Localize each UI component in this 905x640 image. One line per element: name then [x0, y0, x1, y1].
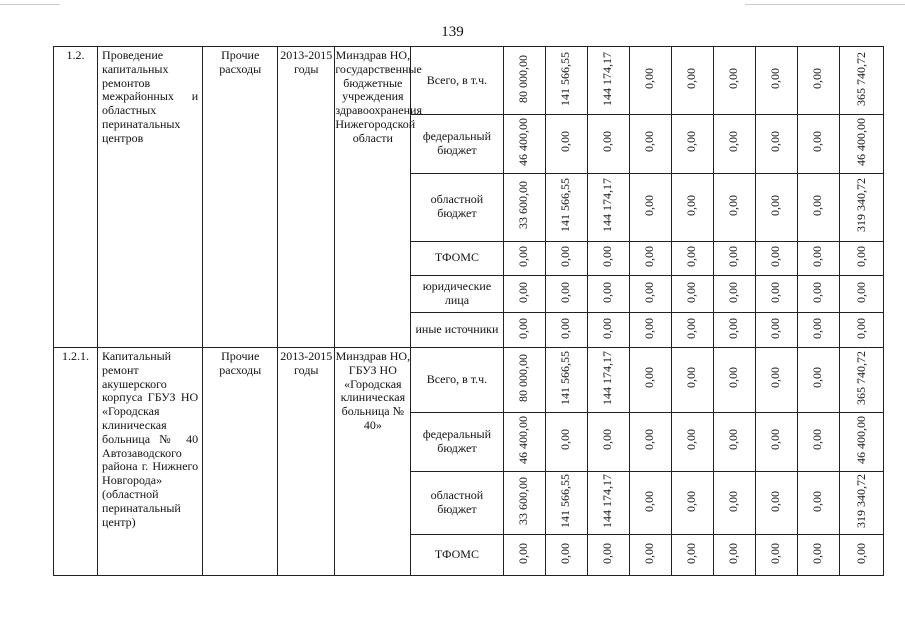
value-cell: [629, 47, 671, 115]
value-text: 0,00: [642, 367, 657, 389]
value-cell: [629, 276, 671, 313]
value-text: 33 600,00: [516, 477, 531, 526]
program-table: [53, 46, 884, 576]
value-text: 0,00: [684, 542, 699, 564]
funding-source: иные источники: [411, 313, 503, 347]
value-text: 0,00: [684, 281, 699, 303]
value-text: 0,00: [684, 131, 699, 153]
value-text: 0,00: [810, 245, 825, 267]
value-cell: [797, 114, 839, 173]
value-cell: [839, 535, 883, 576]
value-cell: [503, 241, 545, 275]
value-cell: [545, 173, 587, 241]
value-text: 0,00: [642, 281, 657, 303]
value-cell: [503, 276, 545, 313]
value-cell: [503, 114, 545, 173]
value-cell: [671, 535, 713, 576]
funding-source: ТФОМС: [411, 535, 503, 576]
value-cell: [629, 471, 671, 535]
value-text: 0,00: [600, 245, 615, 267]
value-text: 0,00: [642, 542, 657, 564]
value-cell: [839, 114, 883, 173]
value-text: 33 600,00: [516, 181, 531, 230]
value-text: 46 400,00: [853, 415, 868, 464]
value-text: 0,00: [642, 429, 657, 451]
value-cell: [587, 47, 629, 115]
value-text: 0,00: [726, 281, 741, 303]
value-text: 0,00: [558, 131, 573, 153]
value-cell: [755, 313, 797, 347]
expense-type: Прочие расходы: [203, 47, 278, 348]
value-cell: [545, 114, 587, 173]
table-row: [54, 347, 884, 412]
value-text: 0,00: [768, 367, 783, 389]
value-cell: [755, 347, 797, 412]
value-cell: [713, 471, 755, 535]
value-text: 0,00: [853, 281, 868, 303]
value-cell: [839, 347, 883, 412]
value-cell: [629, 412, 671, 471]
value-text: 0,00: [726, 131, 741, 153]
value-text: 141 566,55: [558, 474, 573, 529]
value-cell: [503, 471, 545, 535]
value-text: 0,00: [768, 542, 783, 564]
value-text: 0,00: [516, 542, 531, 564]
period: 2013-2015 годы: [278, 347, 335, 575]
value-cell: [629, 535, 671, 576]
value-cell: [755, 241, 797, 275]
funding-source: ТФОМС: [411, 241, 503, 275]
value-text: 0,00: [642, 131, 657, 153]
funding-source: Всего, в т.ч.: [411, 347, 503, 412]
value-cell: [587, 412, 629, 471]
top-rule-left: [0, 4, 60, 5]
executor: Минздрав НО, государственные бюджетные учреждения здравоохранения Нижегородской области: [335, 47, 411, 348]
value-cell: [755, 47, 797, 115]
value-cell: [839, 276, 883, 313]
value-text: 0,00: [516, 317, 531, 339]
value-text: 319 340,72: [853, 474, 868, 529]
value-cell: [671, 276, 713, 313]
value-cell: [839, 412, 883, 471]
value-cell: [587, 471, 629, 535]
value-cell: [587, 173, 629, 241]
value-text: 46 400,00: [516, 415, 531, 464]
value-text: 365 740,72: [853, 51, 868, 106]
value-text: 0,00: [726, 429, 741, 451]
value-text: 0,00: [853, 317, 868, 339]
value-text: 0,00: [642, 245, 657, 267]
value-text: 80 000,00: [516, 54, 531, 103]
value-cell: [755, 412, 797, 471]
value-cell: [713, 114, 755, 173]
value-text: 0,00: [726, 317, 741, 339]
value-text: 144 174,17: [600, 350, 615, 405]
value-text: 0,00: [516, 281, 531, 303]
value-cell: [839, 471, 883, 535]
value-cell: [629, 347, 671, 412]
top-rule-right: [745, 4, 905, 5]
page-number: 139: [441, 24, 464, 40]
value-text: 144 174,17: [600, 474, 615, 529]
value-text: 0,00: [768, 429, 783, 451]
funding-source: федеральный бюджет: [411, 114, 503, 173]
funding-source: областной бюджет: [411, 471, 503, 535]
value-cell: [839, 313, 883, 347]
value-cell: [713, 412, 755, 471]
value-text: 0,00: [684, 490, 699, 512]
value-cell: [629, 241, 671, 275]
funding-source: Всего, в т.ч.: [411, 47, 503, 115]
value-cell: [797, 535, 839, 576]
value-cell: [755, 471, 797, 535]
value-text: 0,00: [558, 245, 573, 267]
funding-source: юридические лица: [411, 276, 503, 313]
value-cell: [545, 347, 587, 412]
value-cell: [839, 47, 883, 115]
value-text: 144 174,17: [600, 51, 615, 106]
value-cell: [629, 173, 671, 241]
value-text: 0,00: [810, 429, 825, 451]
value-cell: [545, 535, 587, 576]
value-text: 141 566,55: [558, 51, 573, 106]
value-cell: [713, 535, 755, 576]
value-text: 0,00: [726, 68, 741, 90]
item-name: Проведение капитальных ремонтов межрайонных и областных перинатальных центров: [98, 47, 203, 348]
value-cell: [545, 313, 587, 347]
value-text: 0,00: [558, 429, 573, 451]
value-text: 0,00: [684, 194, 699, 216]
value-text: 0,00: [684, 367, 699, 389]
value-cell: [797, 173, 839, 241]
value-text: 141 566,55: [558, 178, 573, 233]
table-body: [54, 47, 884, 576]
item-number: 1.2.1.: [54, 347, 98, 575]
value-cell: [503, 412, 545, 471]
value-text: 0,00: [600, 429, 615, 451]
value-cell: [671, 173, 713, 241]
value-text: 0,00: [600, 281, 615, 303]
item-number: 1.2.: [54, 47, 98, 348]
value-cell: [671, 313, 713, 347]
value-cell: [713, 313, 755, 347]
value-text: 0,00: [768, 490, 783, 512]
value-cell: [713, 47, 755, 115]
value-text: 46 400,00: [516, 117, 531, 166]
value-cell: [545, 241, 587, 275]
value-cell: [671, 47, 713, 115]
value-cell: [503, 347, 545, 412]
value-cell: [503, 47, 545, 115]
table-row: [54, 47, 884, 115]
value-cell: [503, 173, 545, 241]
value-text: 144 174,17: [600, 178, 615, 233]
value-cell: [797, 241, 839, 275]
value-text: 0,00: [726, 542, 741, 564]
value-text: 0,00: [684, 429, 699, 451]
value-cell: [755, 535, 797, 576]
value-cell: [671, 241, 713, 275]
value-text: 0,00: [684, 245, 699, 267]
executor: Минздрав НО, ГБУЗ НО «Городская клиническая больница № 40»: [335, 347, 411, 575]
value-cell: [545, 412, 587, 471]
value-text: 0,00: [768, 194, 783, 216]
value-cell: [713, 347, 755, 412]
value-text: 0,00: [558, 542, 573, 564]
value-text: 0,00: [684, 317, 699, 339]
value-cell: [797, 313, 839, 347]
value-text: 319 340,72: [853, 178, 868, 233]
value-cell: [545, 276, 587, 313]
value-text: 0,00: [768, 281, 783, 303]
value-text: 0,00: [768, 317, 783, 339]
value-cell: [545, 47, 587, 115]
value-cell: [839, 173, 883, 241]
value-cell: [713, 241, 755, 275]
value-text: 0,00: [810, 281, 825, 303]
value-text: 0,00: [810, 317, 825, 339]
value-text: 46 400,00: [853, 117, 868, 166]
value-text: 0,00: [810, 542, 825, 564]
value-text: 0,00: [853, 542, 868, 564]
value-text: 0,00: [642, 194, 657, 216]
funding-source: федеральный бюджет: [411, 412, 503, 471]
value-cell: [797, 347, 839, 412]
value-text: 0,00: [726, 245, 741, 267]
value-text: 0,00: [642, 490, 657, 512]
value-cell: [587, 241, 629, 275]
value-text: 141 566,55: [558, 350, 573, 405]
value-text: 0,00: [810, 490, 825, 512]
value-text: 0,00: [684, 68, 699, 90]
value-cell: [839, 241, 883, 275]
value-text: 80 000,00: [516, 353, 531, 402]
value-cell: [587, 347, 629, 412]
value-text: 0,00: [600, 317, 615, 339]
value-cell: [755, 114, 797, 173]
value-text: 0,00: [726, 194, 741, 216]
value-text: 0,00: [810, 367, 825, 389]
value-cell: [671, 471, 713, 535]
funding-source: областной бюджет: [411, 173, 503, 241]
value-cell: [713, 276, 755, 313]
value-cell: [671, 114, 713, 173]
value-text: 0,00: [768, 245, 783, 267]
value-text: 0,00: [810, 68, 825, 90]
value-cell: [713, 173, 755, 241]
value-cell: [503, 535, 545, 576]
value-cell: [587, 535, 629, 576]
value-text: 0,00: [810, 131, 825, 153]
value-cell: [587, 114, 629, 173]
value-cell: [587, 313, 629, 347]
value-text: 0,00: [600, 542, 615, 564]
period: 2013-2015 годы: [278, 47, 335, 348]
item-name: Капитальный ремонт акушерского корпуса ГБУЗ НО «Городская клиническая больница № 40 Автозаводского района г. Нижнего Новгорода» (областной перинатальный центр): [98, 347, 203, 575]
value-cell: [587, 276, 629, 313]
value-text: 0,00: [768, 131, 783, 153]
value-cell: [797, 471, 839, 535]
value-cell: [671, 412, 713, 471]
value-text: 0,00: [810, 194, 825, 216]
value-text: 0,00: [726, 367, 741, 389]
value-cell: [545, 471, 587, 535]
value-text: 365 740,72: [853, 350, 868, 405]
value-cell: [755, 276, 797, 313]
value-text: 0,00: [768, 68, 783, 90]
value-cell: [755, 173, 797, 241]
value-cell: [797, 47, 839, 115]
value-cell: [629, 313, 671, 347]
value-cell: [797, 276, 839, 313]
value-cell: [797, 412, 839, 471]
value-text: 0,00: [516, 245, 531, 267]
expense-type: Прочие расходы: [203, 347, 278, 575]
value-text: 0,00: [600, 131, 615, 153]
value-cell: [671, 347, 713, 412]
value-text: 0,00: [642, 68, 657, 90]
value-text: 0,00: [642, 317, 657, 339]
value-text: 0,00: [558, 281, 573, 303]
value-text: 0,00: [853, 245, 868, 267]
value-cell: [629, 114, 671, 173]
value-text: 0,00: [558, 317, 573, 339]
value-cell: [503, 313, 545, 347]
value-text: 0,00: [726, 490, 741, 512]
